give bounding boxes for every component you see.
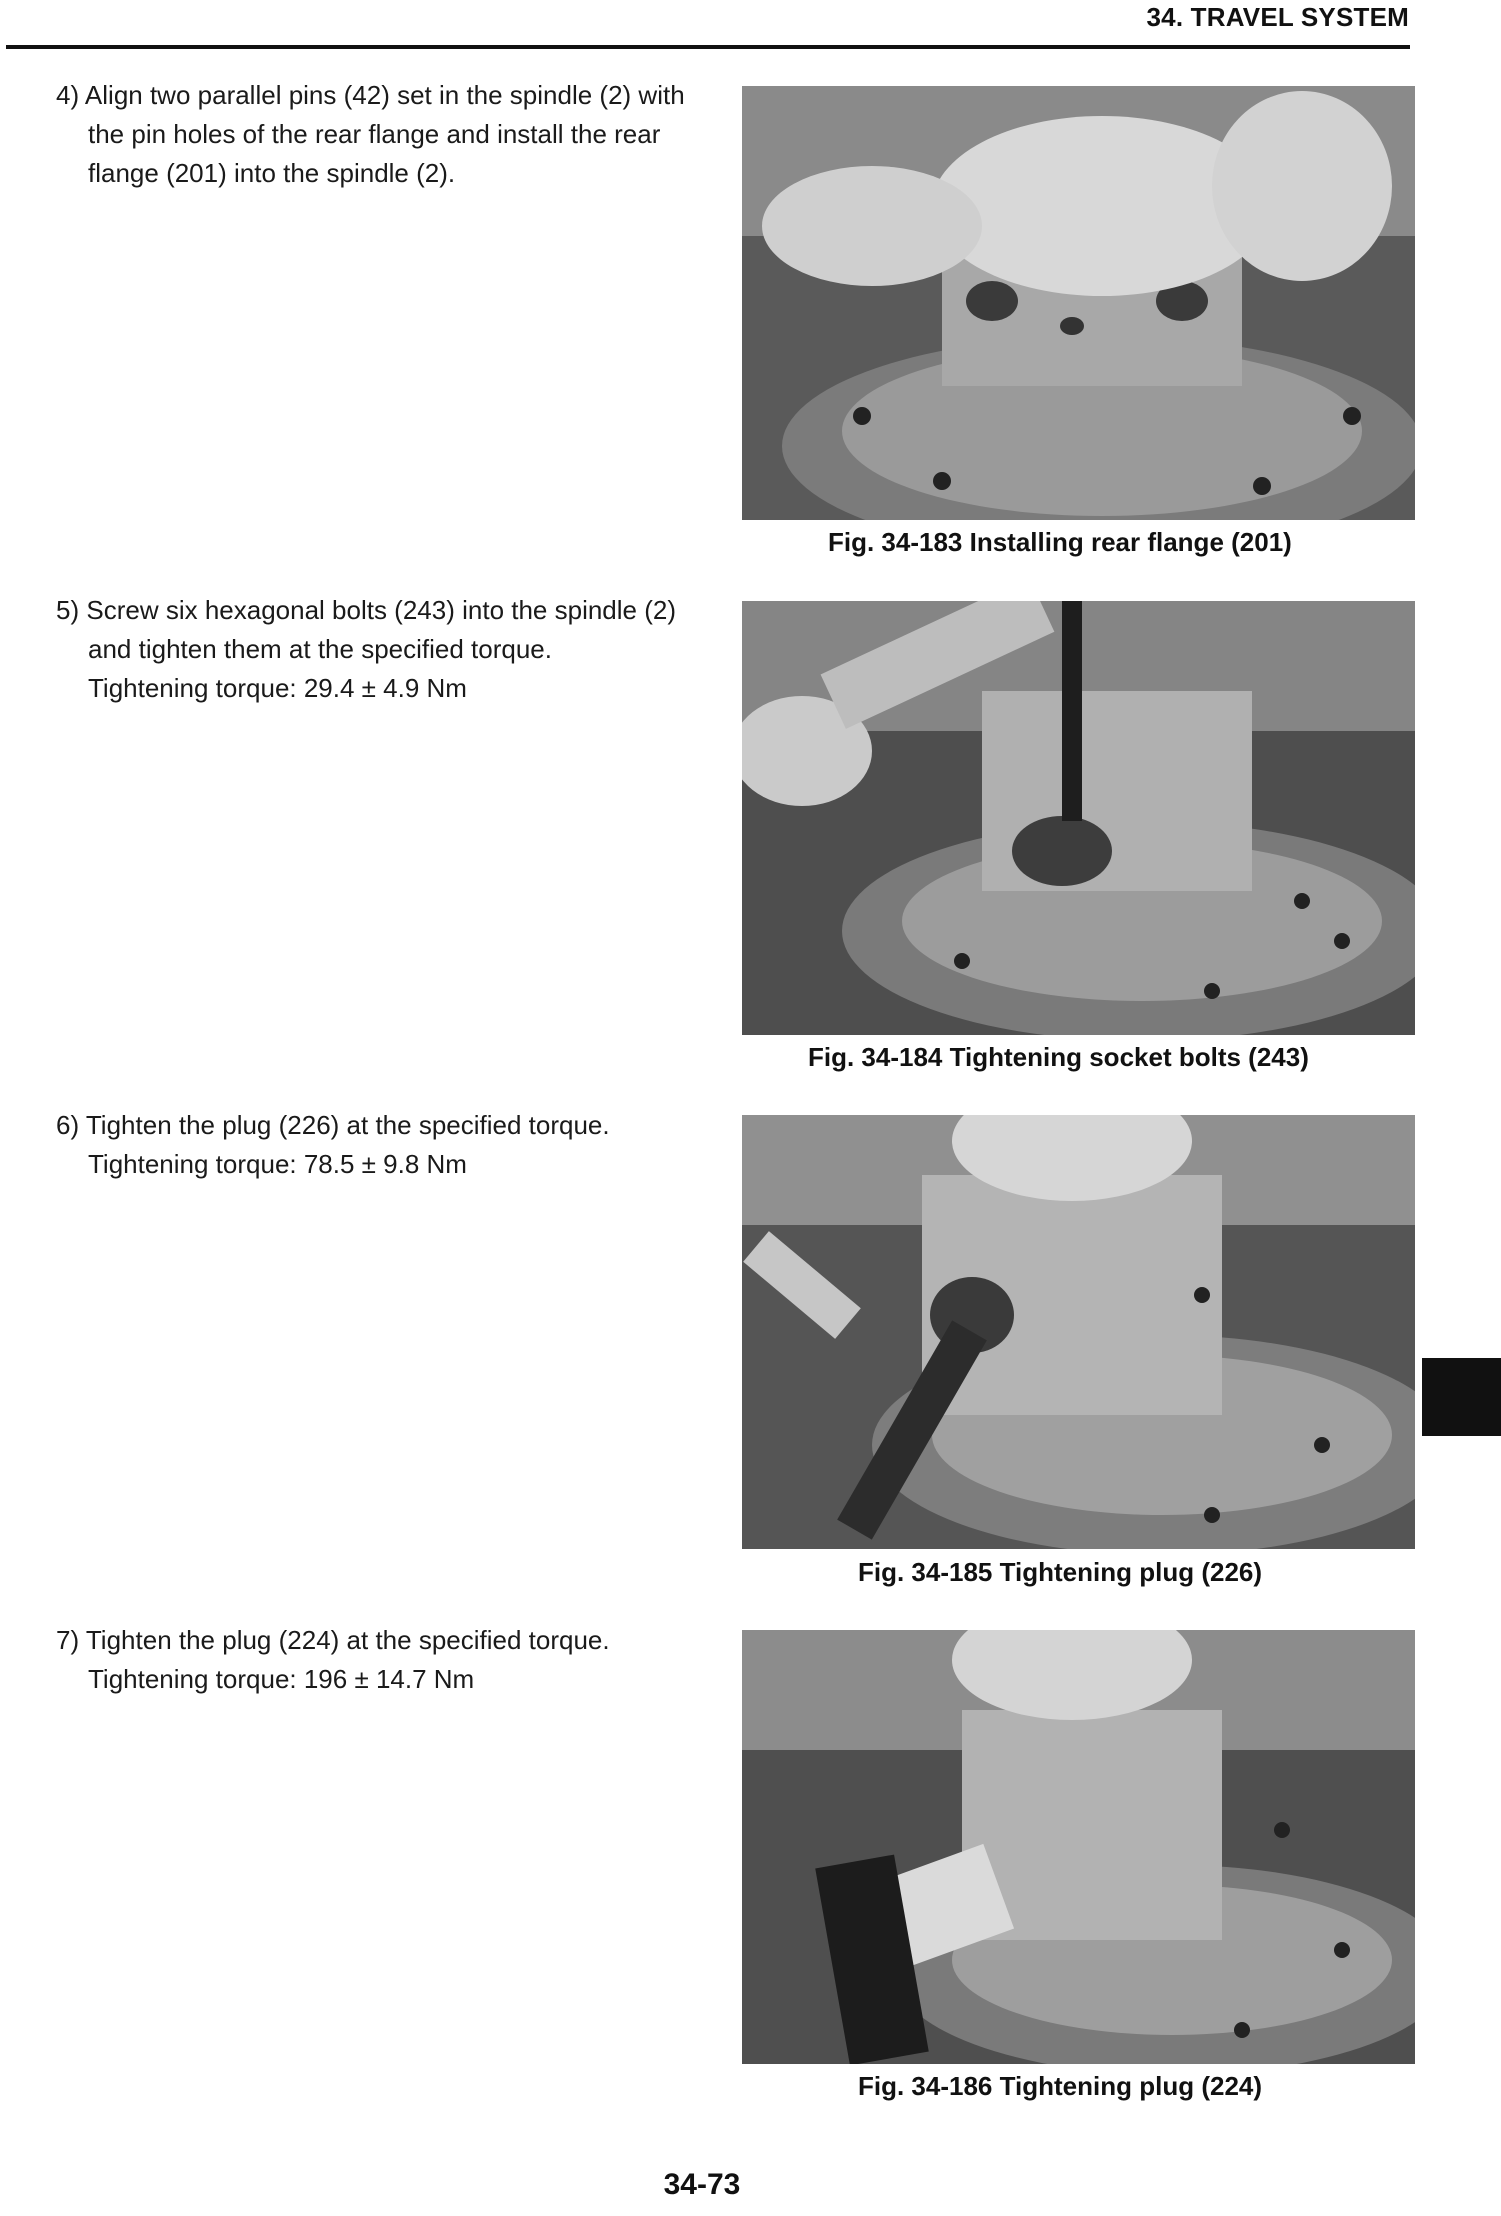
section-title: 34. TRAVEL SYSTEM <box>1146 2 1409 32</box>
photo-tightening-socket-bolts <box>742 601 1415 1035</box>
step-6-number: 6) <box>56 1110 80 1140</box>
step-6-torque: Tightening torque: 78.5 ± 9.8 Nm <box>88 1149 467 1179</box>
chapter-thumb-tab <box>1422 1358 1501 1436</box>
step-4-text: Align two parallel pins (42) set in the spindle (2) with the pin holes of the rear flange and install the rear flange (201) into the spindle (2). <box>84 80 685 188</box>
step-7-text: Tighten the plug (224) at the specified torque. <box>85 1625 610 1655</box>
step-5-text: Screw six hexagonal bolts (243) into the spindle (2) and tighten them at the specified torque. <box>86 595 677 664</box>
header-divider <box>6 45 1410 49</box>
figure-caption-185: Fig. 34-185 Tightening plug (226) <box>858 1557 1263 1587</box>
step-6-text: Tighten the plug (226) at the specified torque. <box>85 1110 610 1140</box>
figure-caption-183: Fig. 34-183 Installing rear flange (201) <box>828 527 1292 557</box>
page-number: 34-73 <box>663 2168 741 2201</box>
photo-tightening-plug-224 <box>742 1630 1415 2064</box>
photo-tightening-plug-226 <box>742 1115 1415 1549</box>
photo-installing-rear-flange <box>742 86 1415 520</box>
step-5-torque: Tightening torque: 29.4 ± 4.9 Nm <box>88 673 467 703</box>
step-5 <box>56 591 718 708</box>
step-4-number: 4) <box>56 80 80 110</box>
step-7-torque: Tightening torque: 196 ± 14.7 Nm <box>88 1664 475 1694</box>
figure-caption-186: Fig. 34-186 Tightening plug (224) <box>858 2071 1263 2101</box>
figure-caption-184: Fig. 34-184 Tightening socket bolts (243) <box>808 1042 1309 1072</box>
step-5-number: 5) <box>56 595 80 625</box>
step-7-number: 7) <box>56 1625 80 1655</box>
step-6 <box>56 1106 718 1184</box>
step-7 <box>56 1621 718 1699</box>
step-4 <box>56 76 718 193</box>
